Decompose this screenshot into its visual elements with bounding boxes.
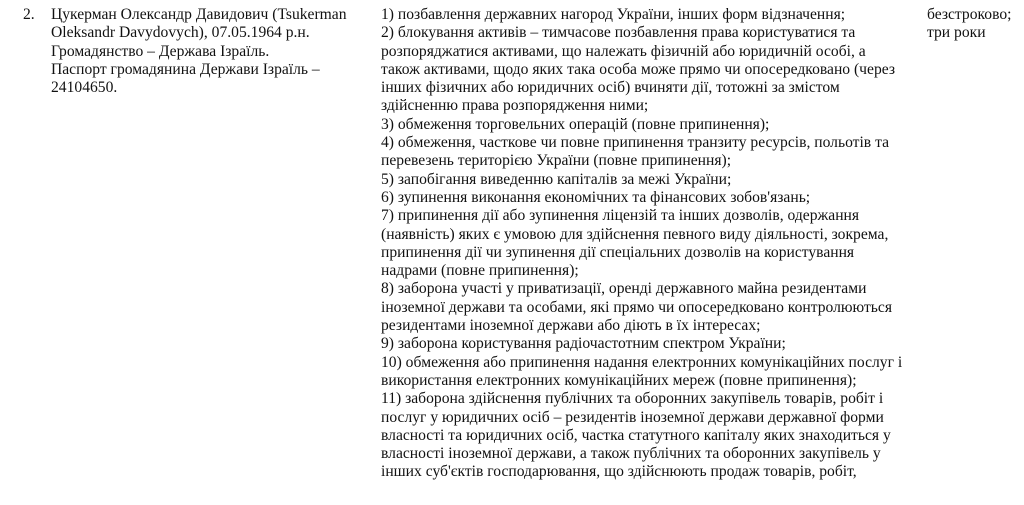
measure-line: 9) заборона користування радіочастотним спектром України; — [381, 335, 786, 353]
sanction-measures-cell — [381, 6, 911, 482]
measure-line: 10) обмеження або припинення надання електронних комунікаційних послуг і — [381, 353, 903, 371]
measure-line: інших фізичних або юридичних осіб) вчиняти дії, тотожні за змістом — [381, 79, 840, 97]
measure-line: 5) запобігання виведенню капіталів за межі України; — [381, 170, 732, 188]
passport-number-line: 24104650. — [51, 79, 118, 97]
measure-line: 7) припинення дії або зупинення ліцензій та інших дозволів, одержання — [381, 207, 860, 225]
sanction-term-cell — [927, 6, 1022, 43]
measure-line: 11) заборона здійснення публічних та оборонних закупівель товарів, робіт і — [381, 390, 884, 408]
measure-line: 3) обмеження торговельних операцій (повне припинення); — [381, 115, 770, 133]
term-line: безстроково; — [927, 6, 1012, 23]
row-number: 2. — [23, 6, 35, 23]
measure-line: послуг у юридичних осіб – резидентів іноземної держави державної форми — [381, 408, 884, 426]
measure-line: здійсненню права розпорядження ними; — [381, 97, 649, 115]
measure-line: власності іноземної держави, а також публічних та оборонних закупівель у — [381, 445, 881, 463]
measure-line: 4) обмеження, часткове чи повне припинення транзиту ресурсів, польотів та — [381, 134, 889, 152]
measure-line: 6) зупинення виконання економічних та фінансових зобов'язань; — [381, 188, 811, 206]
citizenship-line: Громадянство – Держава Ізраїль. — [51, 42, 270, 60]
person-name-latin-birthdate-line: Oleksandr Davydovych), 07.05.1964 р.н. — [51, 24, 310, 42]
measure-line: перевезень територією України (повне припинення); — [381, 152, 732, 170]
person-name-line: Цукерман Олександр Давидович (Tsukerman — [51, 6, 347, 23]
measure-line: власності та юридичних осіб, частка статутного капіталу яких знаходиться у — [381, 426, 891, 444]
measure-line: використання електронних комунікаційних мереж (повне припинення); — [381, 371, 857, 389]
measure-line: 8) заборона участі у приватизації, оренді державного майна резидентами — [381, 280, 867, 298]
measure-line: надрами (повне припинення); — [381, 262, 579, 280]
measure-line: 2) блокування активів – тимчасове позбавлення права користуватися та — [381, 24, 856, 42]
measure-line: 1) позбавлення державних нагород України, інших форм відзначення; — [381, 6, 846, 23]
measure-line: припинення дії чи зупинення дії спеціальних дозволів на користування — [381, 243, 855, 261]
measure-line: (наявність) яких є умовою для здійснення певного виду діяльності, зокрема, — [381, 225, 889, 243]
person-details-cell — [51, 6, 371, 97]
measure-line: розпоряджатися активами, що належать фізичній або юридичній особі, а — [381, 42, 866, 60]
measure-line: резидентами іноземної держави або діють в їх інтересах; — [381, 317, 761, 335]
passport-label-line: Паспорт громадянина Держави Ізраїль – — [51, 60, 320, 78]
measure-line: інших суб'єктів господарювання, що здійснюють продаж товарів, робіт, — [381, 463, 857, 481]
term-line: три роки — [927, 24, 986, 42]
measure-line: також активами, щодо яких така особа може прямо чи опосередковано (через — [381, 60, 896, 78]
measure-line: іноземної держави та особами, які прямо чи опосередковано контролюються — [381, 298, 893, 316]
